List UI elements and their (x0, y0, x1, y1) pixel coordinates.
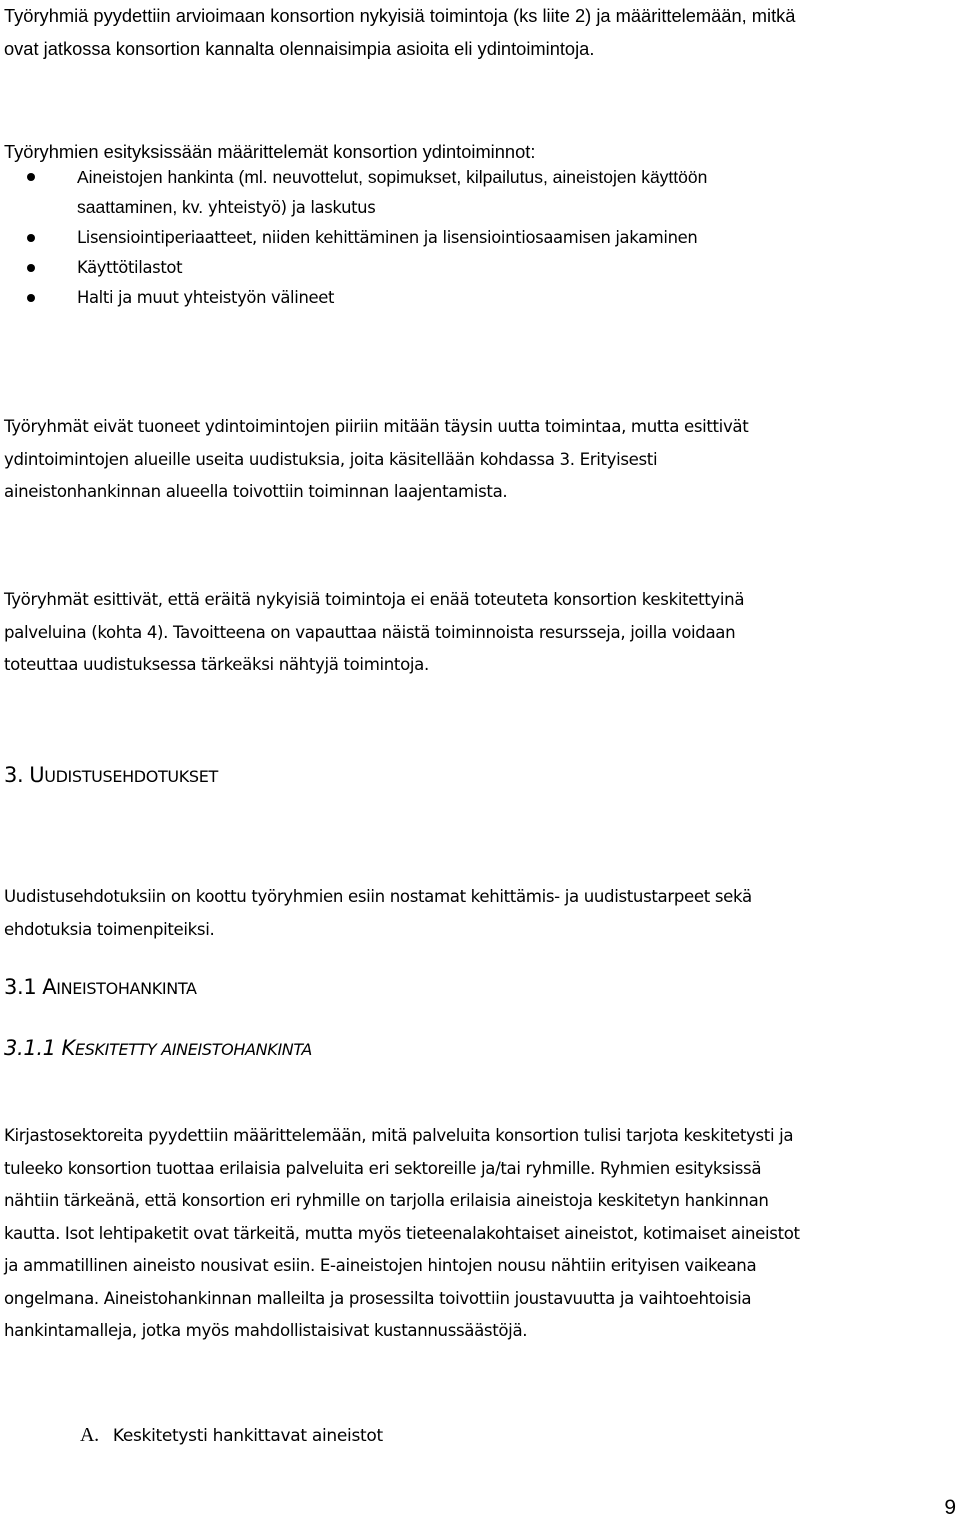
section-title-rest: ESKITETTY AINEISTOHANKINTA (74, 1040, 312, 1059)
section-3-1-heading (4, 975, 197, 1000)
list-item (0, 253, 960, 283)
sub-item-a (80, 1424, 383, 1447)
section-number: 3.1 (4, 975, 37, 999)
paragraph-line: tuleeko konsortion tuottaa erilaisia palveluita eri sektoreille ja/tai ryhmille. Ryhmien esityksissä (4, 1158, 762, 1178)
paragraph-line: ja ammatillinen aineisto nousivat esiin. E-aineistojen hintojen nousu nähtiin erityisen vaikeana (4, 1256, 757, 1275)
paragraph-no-new-functions (4, 411, 954, 509)
paragraph-line: toteuttaa uudistuksessa tärkeäksi nähtyjä toimintoja. (4, 655, 429, 674)
paragraph-line: ongelmana. Aineistohankinnan malleilta ja prosessilta toivottiin joustavuutta ja vaihtoehtoisia (4, 1288, 752, 1308)
section-number: 3.1.1 (4, 1036, 56, 1060)
section-title-rest: UDISTUSEHDOTUKSET (44, 767, 218, 786)
sub-item-letter: A. (80, 1424, 99, 1446)
paragraph-line: nähtiin tärkeänä, että konsortion eri ryhmille on tarjolla erilaisia aineistoja keskitetyn hankinnan (4, 1191, 769, 1210)
section-3-1-1-heading (4, 1036, 312, 1061)
list-item-text: Käyttötilastot (77, 258, 183, 277)
section-3-1-1-body (4, 1120, 954, 1348)
section-number: 3. (4, 763, 24, 787)
paragraph-line: aineistonhankinnan alueella toivottiin toiminnan laajentamista. (4, 482, 508, 501)
section-title-rest: INEISTOHANKINTA (56, 979, 197, 998)
list-item-text: yhteistyö) ja laskutus (203, 198, 376, 217)
intro-paragraph (4, 0, 954, 65)
section-title-initial: U (29, 763, 45, 787)
paragraph-line: palveluina (kohta 4). Tavoitteena on vapauttaa näistä toiminnoista resursseja, joilla voidaan (4, 622, 736, 642)
list-item-text: Lisensiointiperiaatteet, niiden kehittäminen ja lisensiointiosaamisen jakaminen (77, 228, 698, 247)
list-item-text: saattaminen, kv. (77, 197, 204, 217)
paragraph-line: kautta. Isot lehtipaketit ovat tärkeitä, mutta myös tieteenalakohtaiset aineistot, kotimaiset aineistot (4, 1223, 800, 1243)
paragraph-line: hankintamalleja, jotka myös mahdollistaisivat kustannussäästöjä. (4, 1321, 528, 1340)
section-title-initial: A (42, 975, 57, 999)
list-item-text: Aineistojen hankinta (ml. neuvottelut, sopimukset, kilpailutus, aineistojen käyttöön (77, 167, 708, 187)
intro-line: ovat jatkossa konsortion kannalta olennaisimpia asioita eli ydintoimintoja. (4, 37, 595, 59)
paragraph-line: ehdotuksia toimenpiteiksi. (4, 919, 215, 939)
bullet-icon (27, 264, 35, 272)
list-item-text: Halti ja muut yhteistyön välineet (77, 288, 335, 307)
list-item (0, 223, 960, 253)
core-functions-list (0, 162, 960, 313)
paragraph-line: Kirjastosektoreita pyydettiin määrittelemään, mitä palveluita konsortion tulisi tarjota keskitetysti ja (4, 1126, 794, 1145)
paragraph-line: ydintoimintojen alueille useita uudistuksia, joita käsitellään kohdassa 3. Erityisesti (4, 449, 658, 469)
paragraph-line: Työryhmät esittivät, että eräitä nykyisiä toimintoja ei enää toteuteta konsortion keskitettyinä (4, 590, 745, 609)
list-item (0, 283, 960, 313)
section-3-heading (4, 763, 218, 788)
paragraph-line: Työryhmät eivät tuoneet ydintoimintojen piiriin mitään täysin uutta toimintaa, mutta esittivät (4, 417, 749, 436)
section-title-initial: K (61, 1036, 75, 1060)
section-3-intro (4, 881, 954, 946)
bullet-icon (27, 234, 35, 242)
paragraph-line: Uudistusehdotuksiin on koottu työryhmien esiin nostamat kehittämis- ja uudistustarpeet sekä (4, 887, 752, 906)
list-item (0, 162, 960, 223)
sub-item-text: Keskitetysti hankittavat aineistot (112, 1426, 383, 1446)
bullet-icon (27, 173, 35, 181)
list-intro: Työryhmien esityksissään määrittelemät konsortion ydintoiminnot: (4, 141, 536, 162)
page-number: 9 (944, 1496, 956, 1519)
paragraph-not-centralized (4, 584, 954, 682)
bullet-icon (27, 294, 35, 302)
intro-line: Työryhmiä pyydettiin arvioimaan konsortion nykyisiä toimintoja (ks liite 2) ja määrittelemään, mitkä (4, 5, 796, 26)
